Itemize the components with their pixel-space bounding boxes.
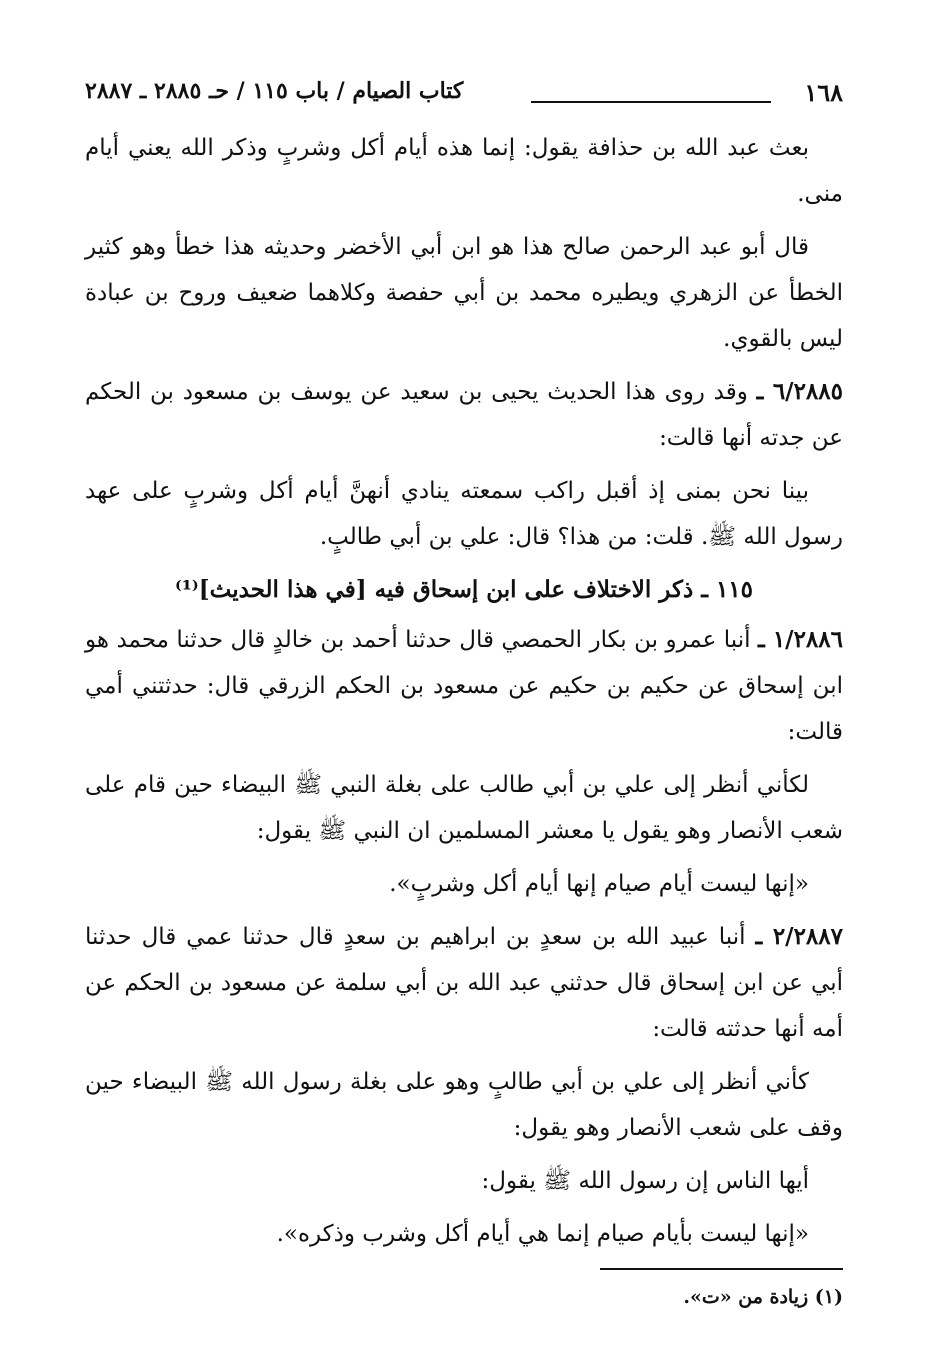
page-body [85, 125, 843, 1264]
hadith-2886-quote: «إنها ليست أيام صيام إنها أيام أكل وشربٍ». [389, 871, 809, 897]
hadith-2885-matn: بينا نحن بمنى إذ أقبل راكب سمعته ينادي أنهنَّ أيام أكل وشربٍ على عهد رسول الله ﷺ. قلت: من هذا؟ قال: علي بن أبي طالبٍ. [85, 478, 843, 550]
hadith-2885-isnad [85, 369, 843, 461]
hadith-number: ٦/٢٨٨٥ ـ [756, 378, 843, 405]
hadith-2886-matn: لكأني أنظر إلى علي بن أبي طالب على بغلة النبي ﷺ البيضاء حين قام على شعب الأنصار وهو يقول يا معشر المسلمين ان النبي ﷺ يقول: [85, 772, 843, 844]
chapter-heading: ١١٥ ـ ذكر الاختلاف على ابن إسحاق فيه [في هذا الحديث]⁽¹⁾ [174, 576, 754, 603]
header-rule [531, 101, 771, 103]
hadith-2886-isnad [85, 617, 843, 755]
hadith-text-paragraph: بعث عبد الله بن حذافة يقول: إنما هذه أيام أكل وشربٍ وذكر الله يعني أيام منى. [85, 135, 843, 207]
footnote: (١) زيادة من «ت». [683, 1286, 843, 1308]
isnad-text: وقد روى هذا الحديث يحيى بن سعيد عن يوسف بن مسعود بن الحكم عن جدته أنها قالت: [85, 379, 843, 451]
isnad-text: أنبا عمرو بن بكار الحمصي قال حدثنا أحمد بن خالدٍ قال حدثنا محمد هو ابن إسحاق عن حكيم بن حكيم عن مسعود بن الحكم الزرقي قال: حدثتني أمي قالت: [85, 627, 843, 745]
commentary-paragraph: قال أبو عبد الرحمن صالح هذا هو ابن أبي الأخضر وحديثه هذا خطأ وهو كثير الخطأ عن الزهري ويطيره محمد بن أبي حفصة وكلاهما ضعيف وروح بن عبادة ليس بالقوي. [85, 234, 843, 352]
isnad-text: أنبا عبيد الله بن سعدٍ بن ابراهيم بن سعدٍ قال حدثنا عمي قال حدثنا أبي عن ابن إسحاق قال حدثني عبد الله بن أبي سلمة عن مسعود بن الحكم عن أمه أنها حدثته قالت: [85, 924, 843, 1042]
hadith-2887-isnad [85, 914, 843, 1052]
hadith-2887-quote: «إنها ليست بأيام صيام إنما هي أيام أكل وشرب وذكره». [276, 1221, 809, 1247]
hadith-2887-matn: كأني أنظر إلى علي بن أبي طالبٍ وهو على بغلة رسول الله ﷺ البيضاء حين وقف على شعب الأنصار وهو يقول: [85, 1069, 843, 1141]
hadith-number: ١/٢٨٨٦ ـ [757, 626, 843, 653]
running-title: كتاب الصيام / باب ١١٥ / حـ ٢٨٨٥ ـ ٢٨٨٧ [85, 78, 464, 104]
page-header [85, 74, 843, 116]
hadith-number: ٢/٢٨٨٧ ـ [755, 923, 843, 950]
page-number: ١٦٨ [804, 78, 843, 107]
footnote-separator [600, 1268, 843, 1270]
hadith-2887-call: أيها الناس إن رسول الله ﷺ يقول: [481, 1168, 809, 1194]
